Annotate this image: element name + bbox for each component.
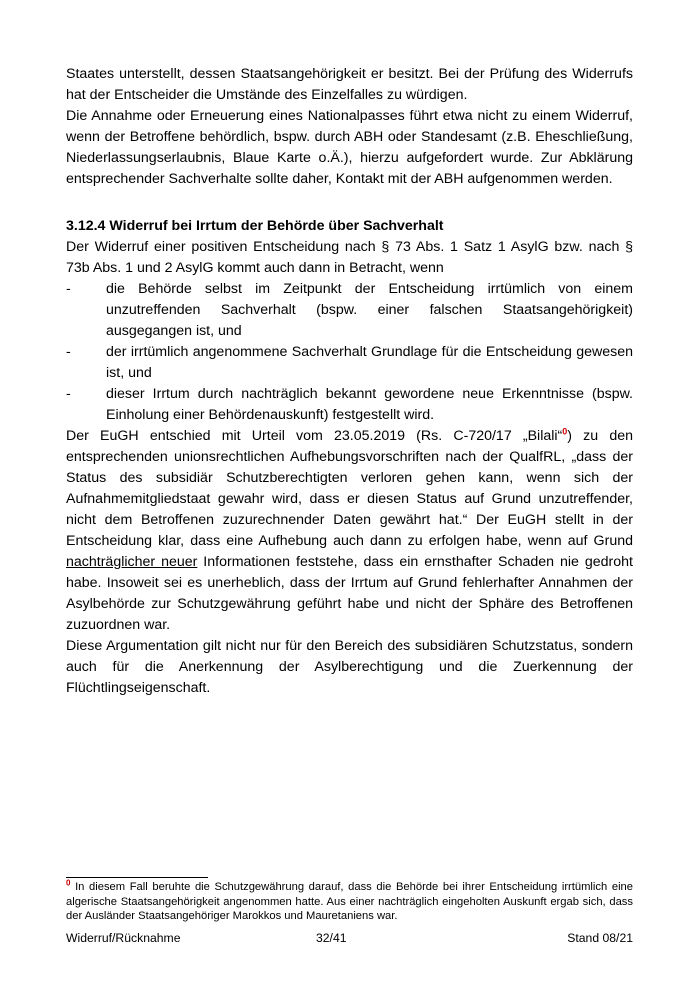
footnote-text: In diesem Fall beruhte die Schutzgewährung darauf, dass die Behörde bei ihrer Entscheidung irrtümlich eine algerische Staatsangehörigkeit angenommen hatte. Aus einer nachträglich eingeholten Auskunft ergab sich, dass der Ausländer Staatsangehöriger Marokkos und Mauretaniens war. [66, 881, 633, 922]
list-item-text: dieser Irrtum durch nachträglich bekannt gewordene neue Erkenntnisse (bspw. Einholung einer Behördenauskunft) festgestellt wird. [106, 386, 633, 423]
footnote-marker: 0 [66, 878, 71, 888]
main-text [66, 64, 633, 699]
footer-version: Stand 08/21 [567, 931, 633, 945]
condition-list [66, 279, 633, 426]
list-item [66, 384, 633, 426]
footnote [66, 880, 633, 924]
eugh-text-part1: Der EuGH entschied mit Urteil vom 23.05.2019 (Rs. C-720/17 „Bilali“ [66, 428, 563, 444]
footer-title: Widerruf/Rücknahme [66, 931, 181, 945]
footnote-reference[interactable]: 0 [562, 426, 568, 437]
page-number: 32/41 [316, 931, 347, 945]
footnote-separator [66, 877, 208, 878]
list-item-text: die Behörde selbst im Zeitpunkt der Entscheidung irrtümlich von einem unzutreffenden Sachverhalt (bspw. einer falschen Staatsangehörigkeit) ausgegangen ist, und [106, 281, 633, 339]
list-item [66, 279, 633, 342]
list-dash: - [66, 386, 71, 402]
eugh-text-part3: Informationen feststehe, dass ein ernsthafter Schaden nie gedroht habe. Insoweit sei es unerheblich, dass der Irrtum auf Grund fehlerhafter Annahmen der Asylbehörde zur Schutzgewährung geführt habe und nicht der Sphäre des Betroffenen zuzuordnen war. [66, 554, 633, 633]
paragraph-eugh [66, 426, 633, 636]
eugh-underlined-text: nachträglicher neuer [66, 554, 198, 570]
list-item [66, 342, 633, 384]
section-heading: 3.12.4 Widerruf bei Irrtum der Behörde über Sachverhalt [66, 218, 444, 234]
list-dash: - [66, 281, 71, 297]
paragraph-nationalpass: Die Annahme oder Erneuerung eines Nationalpasses führt etwa nicht zu einem Widerruf, wenn der Betroffene behördlich, bspw. durch ABH oder Standesamt (z.B. Eheschließung, Niederlassungserlaubnis, Blaue Karte o.Ä.), hierzu aufgefordert wurde. Zur Abklärung entsprechender Sachverhalte sollte daher, Kontakt mit der ABH aufgenommen werden. [66, 108, 633, 187]
list-item-text: der irrtümlich angenommene Sachverhalt Grundlage für die Entscheidung gewesen ist, und [106, 344, 633, 381]
paragraph-continuation: Staates unterstellt, dessen Staatsangehörigkeit er besitzt. Bei der Prüfung des Widerrufs hat der Entscheider die Umstände des Einzelfalles zu würdigen. [66, 66, 633, 103]
section-intro: Der Widerruf einer positiven Entscheidung nach § 73 Abs. 1 Satz 1 AsylG bzw. nach § 73b Abs. 1 und 2 AsylG kommt auch dann in Betracht, wenn [66, 239, 633, 276]
eugh-text-part2: ) zu den entsprechenden unionsrechtlichen Aufhebungsvorschriften nach der QualfRL, „dass der Status des subsidiär Schutzberechtigten verloren gehen kann, wenn sich der Aufnahmemitgliedstaat gewahr wird, dass er diesen Status auf Grund unzutreffender, nicht dem Betroffenen zuzurechnender Daten gewährt hat.“ Der EuGH stellt in der Entscheidung klar, dass eine Aufhebung auch dann zu erfolgen habe, wenn auf Grund [66, 428, 633, 549]
list-dash: - [66, 344, 71, 360]
paragraph-closing: Diese Argumentation gilt nicht nur für den Bereich des subsidiären Schutzstatus, sondern auch für die Anerkennung der Asylberechtigung und die Zuerkennung der Flüchtlingseigenschaft. [66, 638, 633, 696]
